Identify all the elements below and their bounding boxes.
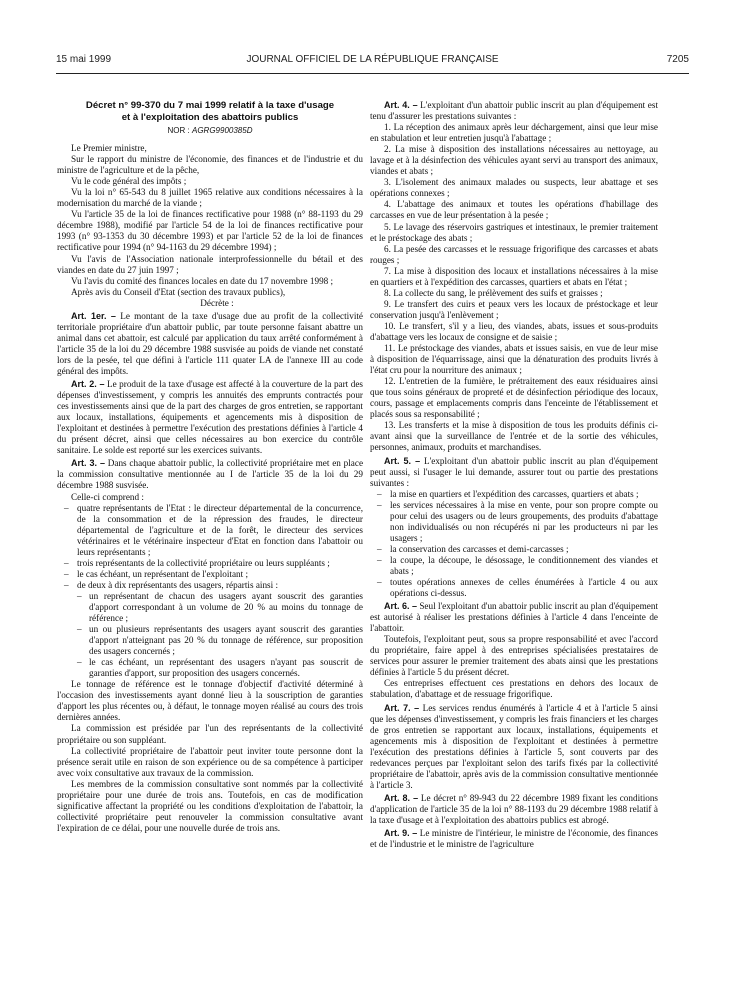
list-item: – la conservation des carcasses et demi-carcasses ; <box>390 544 658 555</box>
list-item: 9. Le transfert des cuirs et peaux vers les locaux de préstockage et leur conservation jusqu'à l'enlèvement ; <box>370 298 658 320</box>
article-9-label: Art. 9. – <box>384 828 418 839</box>
list-item: – la mise en quartiers et l'expédition des carcasses, quartiers et abats ; <box>390 489 658 500</box>
header-journal-title: JOURNAL OFFICIEL DE LA RÉPUBLIQUE FRANÇAISE <box>246 54 499 65</box>
article-1 <box>57 311 363 377</box>
article-6 <box>370 601 658 634</box>
right-column <box>370 100 658 850</box>
list-item: 11. Le préstockage des viandes, abats et issues saisis, en vue de leur mise à disposition de l'équarrissage, ainsi que la dénaturation des produits livrés à l'état cru pour la nourriture des animaux ; <box>370 343 658 376</box>
list-item: – toutes opérations annexes de celles énumérées à l'article 4 ou aux opérations ci-dessus. <box>390 577 658 599</box>
list-item: 12. L'entretien de la fumière, le prétraitement des eaux résiduaires ainsi que tous soins généraux de propreté et de désinfection périodique des locaux, cours, passage et emplacements compris dans l'enceinte de l'établissement et placés sous sa responsabilité ; <box>370 376 658 420</box>
list-item: – un représentant de chacun des usagers ayant souscrit des garanties d'apport correspondant à un volume de 20 % au moins du tonnage de référence ; <box>89 591 363 624</box>
article-3 <box>57 458 363 491</box>
article-5 <box>370 456 658 489</box>
article-6-label: Art. 6. – <box>384 601 418 612</box>
article-2-label: Art. 2. – <box>71 379 105 390</box>
article-3-paragraph-4: La collectivité propriétaire de l'abattoir peut inviter toute personne dont la présence serait utile en raison de son expérience ou de sa compétence à participer avec voix consultative aux travaux de la commission. <box>57 745 363 778</box>
article-4-text: L'exploitant d'un abattoir public inscrit au plan d'équipement est tenu d'assurer les prestations suivantes : <box>370 100 658 122</box>
list-item: 8. La collecte du sang, le prélèvement des suifs et graisses ; <box>384 287 603 298</box>
preamble-vu-cgi: Vu le code général des impôts ; <box>71 176 187 187</box>
article-7-label: Art. 7. – <box>384 702 420 713</box>
list-item: – de deux à dix représentants des usagers, répartis ainsi : <box>77 580 363 591</box>
preamble-vu-avis-association: Vu l'avis de l'Association nationale interprofessionnelle du bétail et des viandes en date du 27 juin 1997 ; <box>57 253 363 275</box>
article-1-label: Art. 1er. – <box>71 310 116 321</box>
article-2 <box>57 379 363 456</box>
decree-title-line-1: Décret n° 99-370 du 7 mai 1999 relatif à la taxe d'usage <box>85 100 335 111</box>
preamble-vu-article-35: Vu l'article 35 de la loi de finances rectificative pour 1988 (n° 88-1193 du 29 décembre 1988), modifié par l'article 54 de la loi de finances rectificative pour 1993 (n° 93-1353 du 30 décembre 1993) et par l'article 52 de la loi de finances rectificative pour 1994 (n° 94-1163 du 29 décembre 1994) ; <box>57 209 363 253</box>
article-2-text: Le produit de la taxe d'usage est affecté à la couverture de la part des dépenses d'investissement, y compris les annuités des emprunts contractés pour ces investissements ainsi que de la part des charges de gros entretien, se rapportant aux locaux, installations, équipements et agencements mis à disposition de l'exploitant et destinées à permettre l'exécution des prestations définies à l'article 4 du présent décret, ainsi que celles nécessaires au bon exercice du contrôle sanitaire. Le solde est reporté sur les exercices suivants. <box>57 379 363 456</box>
preamble-rapport: Sur le rapport du ministre de l'économie, des finances et de l'industrie et du ministre de l'agriculture et de la pêche, <box>57 154 363 176</box>
decree-title-line-2: et à l'exploitation des abattoirs publics <box>121 111 299 123</box>
nor-label: NOR : <box>167 126 190 135</box>
page-header <box>56 54 689 70</box>
header-rule <box>56 73 689 74</box>
left-column <box>57 100 363 834</box>
article-5-label: Art. 5. – <box>384 455 421 466</box>
article-3-label: Art. 3. – <box>71 458 105 469</box>
article-5-text: L'exploitant d'un abattoir public inscrit au plan d'équipement peut aussi, si l'usager le lui demande, assurer tout ou partie des prestations suivantes : <box>370 455 658 488</box>
article-6-text: Seul l'exploitant d'un abattoir public inscrit au plan d'équipement est autorisé à réaliser les prestations définies à l'article 4 dans l'enceinte de l'abattoir. <box>370 601 658 634</box>
list-item: 13. Les transferts et la mise à disposition de tous les produits définis ci-avant ainsi que la surveillance de l'entrée et de la sortie des véhicules, personnes, animaux, produits et marchandises. <box>370 420 658 453</box>
article-1-text: Le montant de la taxe d'usage due au profit de la collectivité territoriale propriétaire d'un abattoir public, par toute personne faisant abattre un animal dans cet abattoir, est calculé par application du taux arrêté conformément à l'article 35 de la loi du 29 décembre 1988 susvisée au poids de viande net constaté lors de la pesée, tel que défini à l'article 111 quater LA de l'annexe III au code général des impôts. <box>57 310 364 376</box>
article-9 <box>370 828 658 850</box>
article-7-text: Les services rendus énumérés à l'article 4 et à l'article 5 ainsi que les dépenses d'investissement, y compris les frais financiers et les charges de gros entretien se rapportant aux locaux, installations, équipements et agencements mis à disposition de l'exploitant et destinées à permettre l'exécution des prestations définies à l'article 5, sont couverts par des redevances perçues par l'exploitant selon des tarifs fixés par la collectivité propriétaire de l'abattoir, après avis de la commission consultative mentionnée à l'article 3. <box>370 702 658 790</box>
preamble-conseil-etat: Après avis du Conseil d'Etat (section des travaux publics), <box>71 286 286 297</box>
header-date: 15 mai 1999 <box>56 54 112 65</box>
list-item: – les services nécessaires à la mise en vente, pour son propre compte ou pour celui des usagers ou de leurs groupements, des produits d'abattage non individualisés ou non récupérés ni par les producteurs ni par les usagers ; <box>390 500 658 544</box>
list-item: 7. La mise à disposition des locaux et installations nécessaires à la mise en quartiers et à l'expédition des carcasses, quartiers et abats en l'état ; <box>370 265 658 287</box>
article-3-paragraph-2: Le tonnage de référence est le tonnage d'objectif d'activité déterminé à l'occasion des investissements ayant donné lieu à la souscription de garanties d'apport les plus récentes ou, à défaut, le tonnage moyen réalisé au cours des trois dernières années. <box>57 679 363 723</box>
article-5-services-list <box>370 489 658 599</box>
article-8 <box>370 793 658 826</box>
header-page-number: 7205 <box>666 54 689 65</box>
article-7 <box>370 703 658 791</box>
list-item: 6. La pesée des carcasses et le ressuage frigorifique des carcasses et abats rouges ; <box>370 243 658 265</box>
list-item: 5. Le lavage des réservoirs gastriques et intestinaux, le premier traitement et le préstockage des abats ; <box>370 221 658 243</box>
list-item: – quatre représentants de l'Etat : le directeur départemental de la concurrence, de la consommation et de la répression des fraudes, le directeur départemental de l'agriculture et de la forêt, le directeur des services vétérinaires et le vétérinaire inspecteur d'Etat en fonction dans l'abattoir ou leurs représentants ; <box>77 503 363 558</box>
preamble-vu-loi-1965: Vu la loi n° 65-543 du 8 juillet 1965 relative aux conditions nécessaires à la modernisation du marché de la viande ; <box>57 187 363 209</box>
article-3-text: Dans chaque abattoir public, la collectivité propriétaire met en place la commission consultative mentionnée au I de l'article 35 de la loi du 29 décembre 1988 susvisée. <box>57 458 364 491</box>
article-9-text: Le ministre de l'intérieur, le ministre de l'économie, des finances et de l'industrie et le ministre de l'agriculture <box>370 828 659 850</box>
list-item: – trois représentants de la collectivité propriétaire ou leurs suppléants ; <box>77 558 363 569</box>
preamble-vu-avis-comite: Vu l'avis du comité des finances locales en date du 17 novembre 1998 ; <box>71 275 334 286</box>
article-6-paragraph-3: Ces entreprises effectuent ces prestations en dehors des locaux de stabulation, d'abattage et de ressuage frigorifique. <box>370 678 658 700</box>
article-3-user-sublist <box>57 591 363 679</box>
article-3-paragraph-3: La commission est présidée par l'un des représentants de la collectivité propriétaire ou son suppléant. <box>57 723 363 745</box>
list-item: – le cas échéant, un représentant de l'exploitant ; <box>77 569 363 580</box>
nor-reference <box>57 125 363 136</box>
list-item: 3. L'isolement des animaux malades ou suspects, leur abattage et ses opérations connexes ; <box>370 177 658 199</box>
article-3-paragraph-5: Les membres de la commission consultative sont nommés par la collectivité propriétaire pour une durée de trois ans. Toutefois, en cas de modification significative affectant la propriété ou les conditions d'exploitation de l'abattoir, la collectivité propriétaire peut renouveler la commission consultative avant l'expiration de ce délai, pour une nouvelle durée de trois ans. <box>57 778 363 833</box>
list-item: 2. La mise à disposition des installations nécessaires au nettoyage, au lavage et à la désinfection des véhicules ayant servi au transport des animaux, viandes et abats ; <box>370 144 658 177</box>
article-6-paragraph-2: Toutefois, l'exploitant peut, sous sa propre responsabilité et avec l'accord du propriétaire, faire appel à des entreprises spécialisées prestataires de services pour assurer le premier traitement des abats ainsi que les prestations définies à l'article 5 du présent décret. <box>370 634 658 678</box>
nor-code: AGRG9900385D <box>191 126 253 135</box>
article-8-text: Le décret n° 89-943 du 22 décembre 1989 fixant les conditions d'application de l'article 35 de la loi n° 88-1193 du 29 décembre 1988 relatif à la taxe d'usage et à l'exploitation des abattoirs publics est abrogé. <box>370 792 659 825</box>
decrete-heading: Décrète : <box>200 297 234 308</box>
list-item: – le cas échéant, un représentant des usagers n'ayant pas souscrit de garanties d'apport, sur proposition des usagers concernés. <box>89 657 363 679</box>
article-4 <box>370 100 658 122</box>
article-8-label: Art. 8. – <box>384 792 419 803</box>
decree-title <box>57 100 363 123</box>
list-item: 4. L'abattage des animaux et toutes les opérations d'habillage des carcasses en vue de leur présentation à la pesée ; <box>370 199 658 221</box>
article-4-label: Art. 4. – <box>384 100 418 110</box>
list-item: – la coupe, la découpe, le désossage, le conditionnement des viandes et abats ; <box>390 555 658 577</box>
list-item: – un ou plusieurs représentants des usagers ayant souscrit des garanties d'apport n'atteignant pas 20 % du tonnage de référence, sur proposition des usagers concernés ; <box>89 624 363 657</box>
article-3-member-list <box>57 503 363 591</box>
preamble-premier-ministre: Le Premier ministre, <box>71 143 147 154</box>
list-item: 10. Le transfert, s'il y a lieu, des viandes, abats, issues et sous-produits d'abattage vers les locaux de consigne et de saisie ; <box>370 320 658 342</box>
list-item: 1. La réception des animaux après leur déchargement, ainsi que leur mise en stabulation et leur entretien jusqu'à l'abattage ; <box>370 122 658 144</box>
article-3-intro: Celle-ci comprend : <box>71 491 144 502</box>
